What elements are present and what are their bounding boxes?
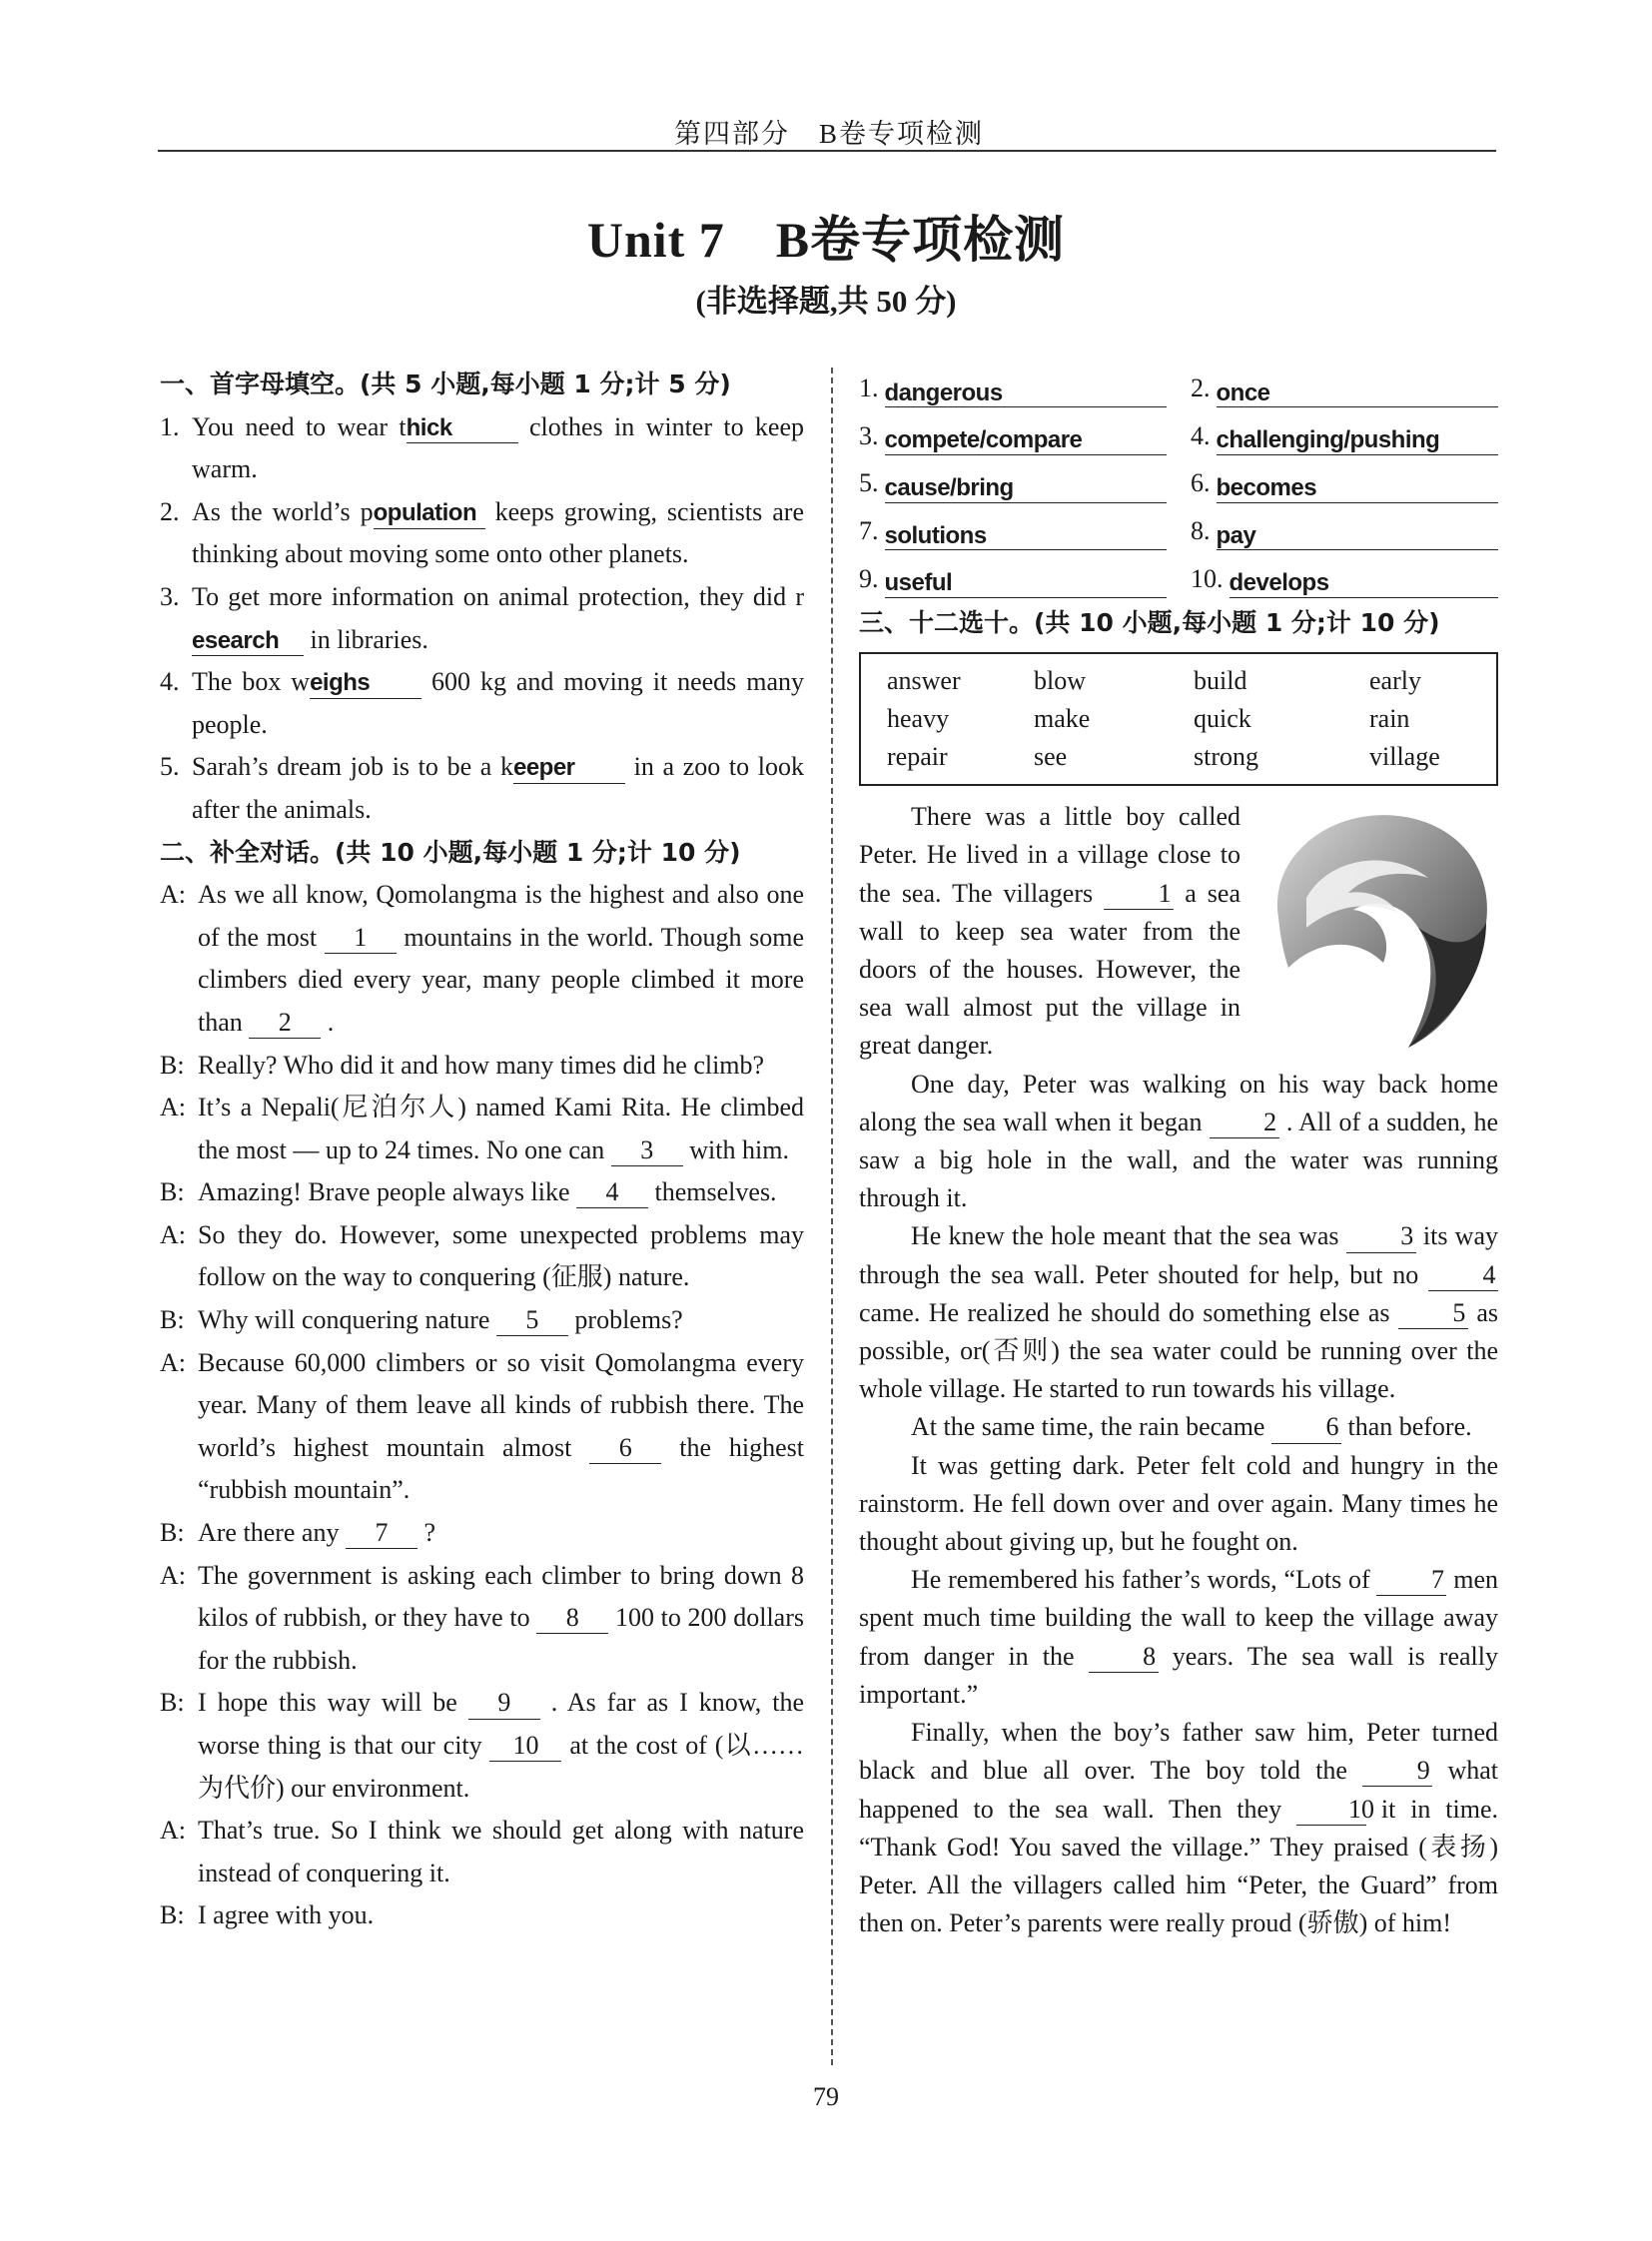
answer-line (1217, 425, 1499, 455)
answer-number: 4. (1191, 420, 1211, 450)
cloze-blank: 5 (1398, 1297, 1468, 1329)
item-number: 2. (160, 496, 180, 526)
handwritten-answer: esearch (192, 626, 280, 654)
dialogue-segment: Because 60,000 climbers or so visit Qomolangma every year. Many of them leave all kinds of rubbish there. The world’s highest mountain almost (198, 1347, 804, 1462)
story-segment: . All of a sudden, he saw a big hole in the wall, and the water was running through it. (859, 1107, 1499, 1213)
dialogue-segment: So they do. However, some unexpected problems may follow on the way to conquering (征服) nature. (198, 1219, 804, 1292)
answer-line (1217, 521, 1499, 551)
answer-line (885, 425, 1168, 455)
speaker-label: B: (160, 1900, 185, 1930)
section1-heading: 一、首字母填空。(共 5 小题,每小题 1 分;计 5 分) (160, 370, 731, 398)
answer-number: 6. (1191, 468, 1211, 498)
dialogue-segment: . (327, 1007, 335, 1037)
answer-row (1191, 370, 1498, 407)
section3-heading: 三、十二选十。(共 10 小题,每小题 1 分;计 10 分) (859, 608, 1440, 638)
word-bank-word: make (1034, 704, 1091, 734)
cloze-blank: 9 (1362, 1755, 1432, 1787)
dialogue-line (160, 1810, 804, 1894)
speaker-label: A: (160, 1093, 186, 1122)
story-segment: He knew the hole meant that the sea was (911, 1221, 1346, 1251)
right-column (859, 364, 1498, 1942)
story-segment: what happened to the sea wall. Then they (859, 1756, 1498, 1824)
fill-item (160, 661, 804, 746)
dialogue-line (160, 1299, 804, 1342)
dialogue-segment: The government is asking each climber to bring down 8 kilos of rubbish, or they have to (198, 1560, 804, 1633)
answer-line (885, 568, 1168, 598)
item-suffix: in libraries. (304, 624, 428, 654)
page-number: 79 (813, 2082, 839, 2111)
dialogue-text (198, 1087, 804, 1171)
dialogue-blank: 10 (489, 1730, 561, 1762)
story-paragraph (859, 1066, 1498, 1218)
cloze-blank: 6 (1271, 1411, 1341, 1443)
speaker-label: B: (160, 1177, 185, 1207)
item-text (192, 406, 804, 491)
word-bank-word: build (1194, 666, 1247, 696)
item-suffix: keeps growing, scientists are thinking about moving some onto other planets. (192, 496, 804, 569)
running-header: 第四部分 B卷专项检测 (673, 119, 984, 149)
item-text (192, 661, 804, 746)
word-bank-word: repair (887, 742, 948, 772)
handwritten-answer: opulation (373, 498, 477, 526)
dialogue-text (198, 1342, 804, 1512)
answer-line (1230, 568, 1499, 598)
answer-row (1191, 512, 1498, 550)
dialogue-line (160, 1045, 804, 1088)
dialogue-blank: 3 (611, 1134, 683, 1166)
story-paragraph (859, 1561, 1498, 1714)
dialogue-text (198, 1555, 804, 1683)
handwritten-answer: cause/bring (884, 474, 1014, 502)
story-paragraph (859, 1217, 1498, 1408)
story-segment: it in time. “Thank God! You saved the village.” They praised (表扬) Peter. All the villagers called him “Peter, the Guard” from then on. Peter’s parents were really proud (骄傲) of him! (859, 1794, 1499, 1938)
story-segment: There was a little boy called Peter. He lived in a village close to the sea. The villagers (859, 802, 1240, 908)
fill-item (160, 491, 804, 576)
story-segment: a sea wall to keep sea water from the doors of the houses. However, the sea wall almost put the village in great danger. (859, 878, 1240, 1061)
word-bank-box (859, 652, 1498, 786)
fill-item (160, 406, 804, 491)
cloze-blank: 10 (1296, 1794, 1366, 1826)
word-bank-word: blow (1034, 666, 1086, 696)
left-column (160, 364, 804, 1937)
dialogue-segment: Why will conquering nature (198, 1305, 496, 1335)
speaker-label: A: (160, 1560, 186, 1590)
speaker-label: A: (160, 880, 186, 910)
column-divider (831, 368, 833, 2065)
handwritten-answer: once (1216, 378, 1270, 406)
word-bank-word: strong (1194, 742, 1258, 772)
handwritten-answer: becomes (1216, 474, 1317, 502)
speaker-label: B: (160, 1305, 185, 1335)
answer-blank (407, 411, 518, 444)
story-segment: than before. (1347, 1412, 1472, 1442)
item-suffix: clothes in winter to keep warm. (192, 411, 804, 484)
speaker-label: A: (160, 1219, 186, 1249)
answer-number: 7. (859, 516, 879, 546)
dialogue-segment: Amazing! Brave people always like (198, 1177, 577, 1207)
answer-number: 8. (1191, 516, 1211, 546)
dialogue-line (160, 1512, 804, 1555)
cloze-story (859, 798, 1498, 1942)
item-prefix: As the world’s p (192, 496, 374, 526)
item-text (192, 491, 804, 576)
dialogue-segment: at the cost of (以……为代价) our environment. (198, 1731, 804, 1803)
dialogue-text (198, 1299, 804, 1342)
word-bank-word: see (1034, 742, 1068, 772)
dialogue-blank: 7 (346, 1517, 417, 1549)
dialogue-segment: As we all know, Qomolangma is the highest and also one of the most (198, 880, 804, 952)
cloze-blank: 2 (1210, 1107, 1279, 1138)
word-bank-word: rain (1369, 704, 1410, 734)
dialogue-blank: 5 (496, 1304, 568, 1336)
item-prefix: You need to wear t (192, 411, 407, 441)
story-segment: as possible, or(否则) the sea water could be running over the whole village. He started to run towards his village. (859, 1297, 1499, 1404)
answer-line (885, 521, 1168, 551)
dialogue-line (160, 1214, 804, 1299)
story-segment: He remembered his father’s words, “Lots of (911, 1565, 1377, 1595)
dialogue-line (160, 1682, 804, 1810)
story-segment: One day, Peter was walking on his way back home along the sea wall when it began (859, 1069, 1498, 1136)
dialogue-blank: 6 (589, 1432, 661, 1464)
answer-line (885, 378, 1168, 408)
answer-line (1217, 378, 1499, 408)
item-number: 3. (160, 581, 180, 611)
story-segment: At the same time, the rain became (911, 1412, 1271, 1442)
answer-grid (859, 370, 1498, 598)
handwritten-answer: compete/compare (884, 426, 1083, 454)
answer-blank (310, 666, 421, 699)
section2-dialogue (160, 874, 804, 1937)
answer-number: 3. (859, 420, 879, 450)
item-prefix: To get more information on animal protection, they did r (192, 581, 804, 611)
item-prefix: Sarah’s dream job is to be a k (192, 752, 513, 782)
item-text (192, 746, 804, 831)
dialogue-segment: . As far as I know, the worse thing is that our city (198, 1688, 805, 1760)
item-number: 1. (160, 411, 180, 441)
answer-row (859, 464, 1167, 502)
speaker-label: B: (160, 1050, 185, 1080)
dialogue-text (198, 1045, 804, 1088)
dialogue-segment: I agree with you. (198, 1900, 375, 1930)
speaker-label: B: (160, 1518, 185, 1548)
story-segment: men spent much time building the wall to keep the village away from danger in the (859, 1565, 1498, 1671)
cloze-blank: 3 (1346, 1220, 1416, 1252)
answer-blank (192, 624, 304, 657)
dialogue-segment: 100 to 200 dollars for the rubbish. (198, 1603, 804, 1675)
dialogue-segment: the highest “rubbish mountain”. (198, 1432, 804, 1505)
dialogue-text (198, 1171, 804, 1214)
speaker-label: A: (160, 1347, 186, 1377)
answer-row (1191, 417, 1498, 455)
word-bank-word: quick (1194, 704, 1251, 734)
answer-row (859, 512, 1167, 550)
handwritten-answer: hick (406, 413, 452, 441)
dialogue-text (198, 1894, 804, 1937)
word-bank-word: answer (887, 666, 961, 696)
item-number: 5. (160, 752, 180, 782)
story-paragraph (859, 1408, 1498, 1446)
cloze-blank: 4 (1428, 1259, 1498, 1291)
fill-item (160, 576, 804, 661)
answer-line (1217, 473, 1499, 503)
word-bank-word: early (1369, 666, 1421, 696)
dialogue-segment: problems? (574, 1305, 683, 1335)
answer-blank (513, 751, 625, 784)
item-prefix: The box w (192, 667, 311, 697)
answer-row (859, 417, 1167, 455)
dialogue-line (160, 1171, 804, 1214)
dialogue-blank: 8 (536, 1602, 608, 1634)
answer-number: 10. (1191, 563, 1224, 593)
story-segment: Finally, when the boy’s father saw him, Peter turned black and blue all over. The boy told the (859, 1718, 1498, 1786)
handwritten-answer: develops (1229, 569, 1329, 597)
cloze-blank: 7 (1376, 1564, 1446, 1596)
dialogue-segment: It’s a Nepali(尼泊尔人) named Kami Rita. He climbed the most — up to 24 times. No one can (198, 1093, 804, 1164)
dialogue-segment: Are there any (198, 1518, 346, 1548)
word-bank-word: heavy (887, 704, 950, 734)
dialogue-line (160, 1087, 804, 1171)
dialogue-segment: I hope this way will be (198, 1688, 468, 1718)
answer-row (859, 370, 1167, 407)
dialogue-segment: That’s true. So I think we should get along with nature instead of conquering it. (198, 1816, 804, 1887)
item-number: 4. (160, 667, 180, 697)
dialogue-segment: mountains in the world. Though some climbers died every year, many people climbed it more than (198, 922, 804, 1037)
answer-number: 5. (859, 468, 879, 498)
dialogue-text (198, 874, 804, 1044)
dialogue-text (198, 1214, 804, 1299)
answer-blank (374, 496, 485, 529)
handwritten-answer: useful (884, 569, 953, 597)
handwritten-answer: solutions (884, 521, 987, 549)
answer-number: 1. (859, 374, 879, 402)
dialogue-blank: 1 (325, 922, 397, 954)
page-subtitle: (非选择题,共 50 分) (695, 284, 957, 319)
fill-item (160, 746, 804, 831)
story-segment: It was getting dark. Peter felt cold and hungry in the rainstorm. He fell down over and over again. Many times he thought about giving up, but he fought on. (859, 1450, 1498, 1557)
handwritten-answer: dangerous (884, 378, 1003, 406)
story-segment: years. The sea wall is really important.” (859, 1641, 1498, 1709)
speaker-label: B: (160, 1688, 185, 1718)
word-bank-word: village (1369, 742, 1440, 772)
dialogue-line (160, 1342, 804, 1512)
item-text (192, 576, 804, 661)
handwritten-answer: pay (1216, 521, 1256, 549)
story-segment: its way through the sea wall. Peter shouted for help, but no (859, 1221, 1498, 1289)
dialogue-segment: themselves. (654, 1177, 777, 1207)
handwritten-answer: challenging/pushing (1216, 426, 1440, 454)
speaker-label: A: (160, 1816, 186, 1846)
dialogue-text (198, 1512, 804, 1555)
cloze-blank: 8 (1089, 1641, 1159, 1673)
story-segment: came. He realized he should do something else as (859, 1297, 1398, 1327)
answer-line (885, 473, 1168, 503)
dialogue-text (198, 1682, 804, 1810)
item-suffix: 600 kg and moving it needs many people. (192, 667, 805, 739)
handwritten-answer: eeper (512, 754, 575, 782)
answer-number: 9. (859, 563, 879, 593)
dialogue-blank: 2 (249, 1007, 321, 1039)
answer-number: 2. (1191, 374, 1211, 402)
dialogue-line (160, 1555, 804, 1683)
handwritten-answer: eighs (310, 669, 371, 697)
dialogue-line (160, 1894, 804, 1937)
cloze-blank: 1 (1104, 878, 1174, 910)
dialogue-text (198, 1810, 804, 1894)
section2-heading: 二、补全对话。(共 10 小题,每小题 1 分;计 10 分) (160, 837, 741, 867)
dialogue-segment: ? (423, 1518, 436, 1548)
dialogue-line (160, 874, 804, 1044)
story-paragraph (859, 1447, 1498, 1562)
dialogue-segment: with him. (689, 1134, 789, 1164)
dialogue-segment: Really? Who did it and how many times did he climb? (198, 1050, 765, 1080)
header-rule (158, 150, 1496, 152)
section1-items (160, 406, 804, 832)
wave-illustration (1258, 798, 1498, 1053)
dialogue-blank: 9 (468, 1687, 540, 1719)
story-paragraph (859, 1714, 1498, 1942)
answer-row (1191, 464, 1498, 502)
answer-row (859, 560, 1167, 598)
page-title: Unit 7 B卷专项检测 (586, 212, 1066, 268)
item-suffix: in a zoo to look after the animals. (192, 752, 804, 824)
answer-row (1191, 560, 1498, 598)
dialogue-blank: 4 (576, 1176, 648, 1208)
